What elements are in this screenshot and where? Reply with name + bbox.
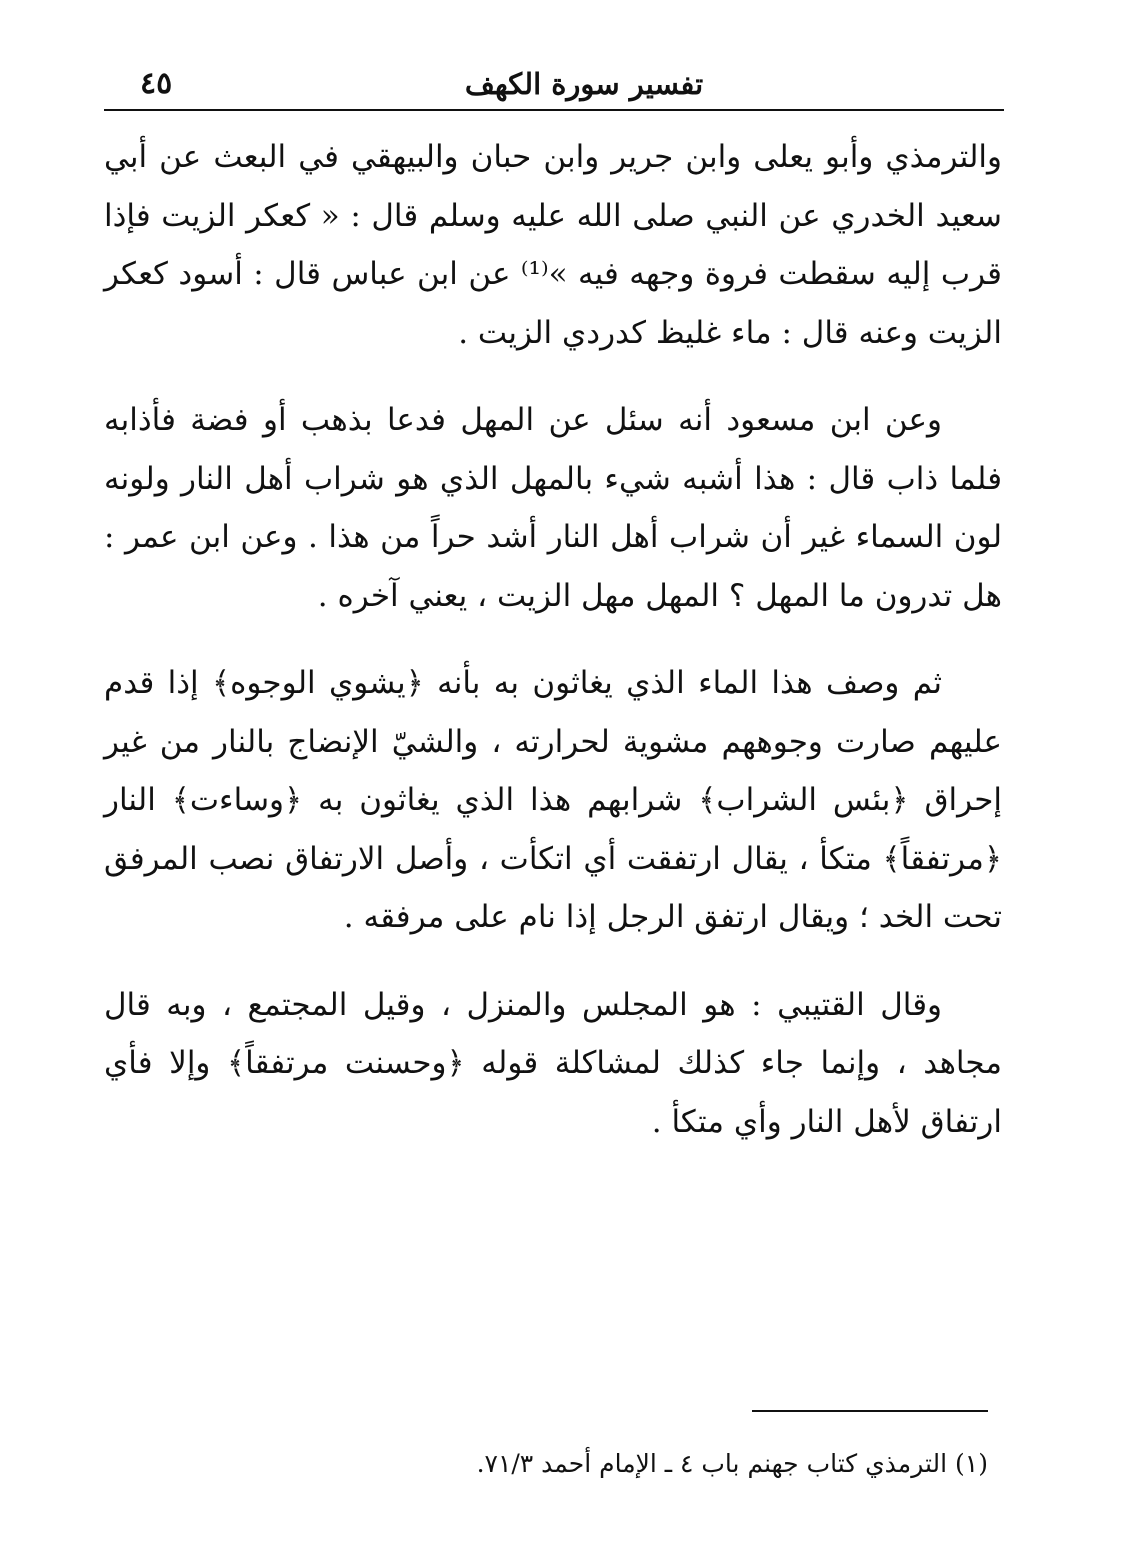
paragraph-line: الخدري عن النبي صلى الله عليه وسلم قال : « كعكر الزيت فإذا قرب إليه: [104, 197, 1002, 292]
paragraph-line: متكأ ، يقال ارتفقت أي اتكأت ، وأصل الارتفاق نصب المرفق تحت الخد ؛: [104, 840, 1002, 935]
page-body: [104, 128, 1002, 1180]
page-header: [106, 62, 1002, 106]
paragraph-3: [104, 654, 1002, 947]
footnote-divider: [752, 1410, 988, 1412]
paragraph-line: وقال القتيبي : هو المجلس والمنزل ، وقيل المجتمع ، وبه قال مجاهد ،: [104, 986, 1002, 1081]
paragraph-2: [104, 391, 1002, 625]
paragraph-line: وأي متكأ .: [651, 1103, 782, 1140]
paragraph-line: والترمذي وأبو يعلى وابن جرير وابن حبان والبيهقي في البعث عن أبي سعيد: [104, 139, 1003, 234]
paragraph-4: [104, 976, 1002, 1152]
paragraph-line: قال : هذا أشبه شيء بالمهل الذي هو شراب أهل النار ولونه لون السماء غير: [104, 460, 1003, 555]
paragraph-line: سقطت فروة وجهه فيه »⁽¹⁾ عن ابن عباس قال : أسود كعكر الزيت وعنه: [104, 256, 1002, 351]
paragraph-1: [104, 128, 1002, 362]
paragraph-line: عليهم صارت وجوههم مشوية لحرارته ، والشيّ الإنضاج بالنار من غير إحراق: [104, 723, 1002, 818]
page-number: ٤٥: [140, 66, 173, 101]
paragraph-line: ﴿بئس الشراب﴾ شرابهم هذا الذي يغاثون به ﴿وساءت﴾ النار ﴿مرتفقاً﴾: [104, 782, 1002, 877]
paragraph-line: أن شراب أهل النار أشد حراً من هذا . وعن ابن عمر : هل تدرون ما: [104, 519, 1002, 614]
paragraph-line: وإنما جاء كذلك لمشاكلة قوله ﴿وحسنت مرتفقاً﴾ وإلا فأي ارتفاق لأهل النار: [104, 1045, 1002, 1140]
paragraph-line: المهل ؟ المهل مهل الزيت ، يعني آخره .: [317, 577, 829, 614]
header-divider: [104, 109, 1004, 111]
footnote: (١) الترمذي كتاب جهنم باب ٤ ـ الإمام أحمد ٧١/٣.: [476, 1449, 988, 1478]
paragraph-line: ثم وصف هذا الماء الذي يغاثون به بأنه ﴿يشوي الوجوه﴾ إذا قدم: [104, 665, 942, 701]
paragraph-line: وعن ابن مسعود أنه سئل عن المهل فدعا بذهب أو فضة فأذابه فلما ذاب: [104, 402, 1003, 497]
paragraph-line: قال : ماء غليظ كدردي الزيت .: [458, 314, 849, 351]
page-title: تفسير سورة الكهف: [464, 67, 704, 101]
paragraph-line: ويقال ارتفق الرجل إذا نام على مرفقه .: [343, 899, 850, 935]
